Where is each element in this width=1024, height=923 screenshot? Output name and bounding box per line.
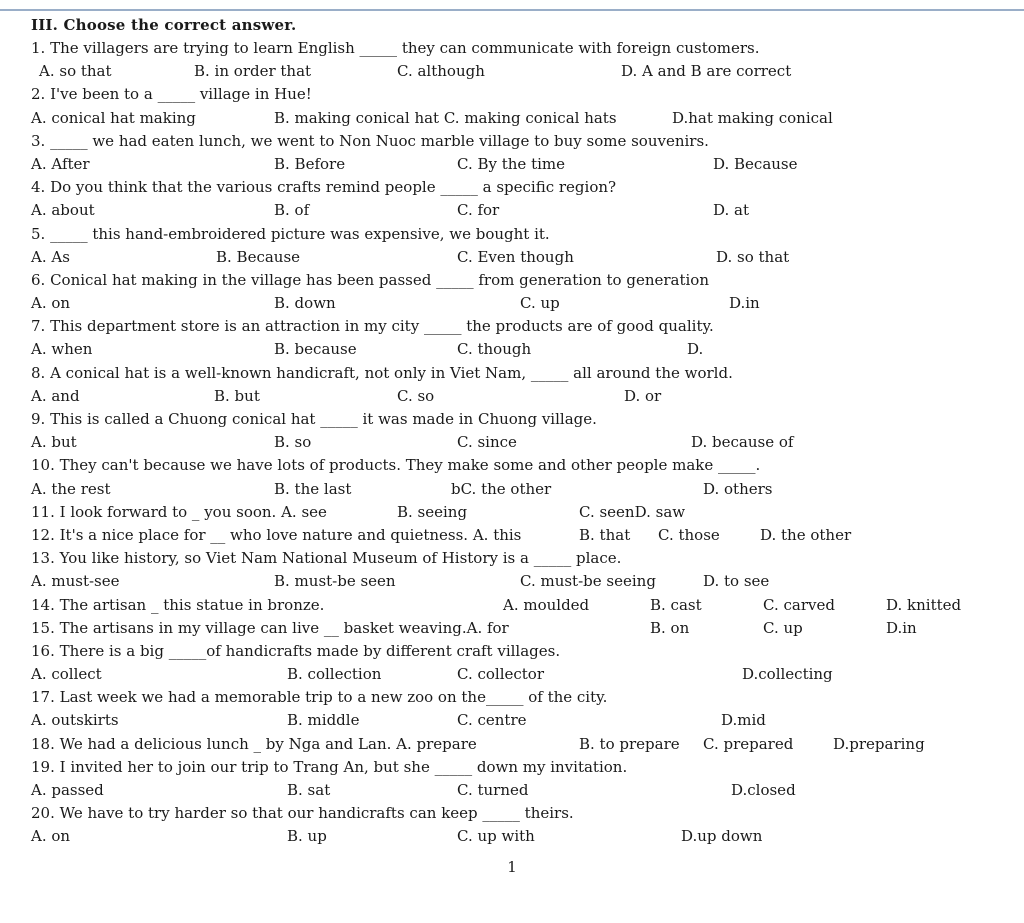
- question-line: [31, 362, 1001, 385]
- line-text: A. collect: [31, 665, 102, 684]
- answer-option: C. must-be seeing: [520, 572, 656, 591]
- question-line: [31, 594, 1001, 617]
- answer-option: D.hat making conical: [672, 108, 833, 127]
- question-list: [31, 37, 1001, 849]
- line-text: A. so that: [39, 62, 112, 81]
- answer-option: B. of: [274, 201, 310, 220]
- question-line: [31, 153, 1001, 176]
- answer-option: C. carved: [763, 595, 835, 614]
- question-line: [31, 547, 1001, 570]
- question-line: [31, 570, 1001, 593]
- line-text: A. and: [31, 386, 80, 405]
- answer-option: D. at: [713, 201, 749, 220]
- question-line: [31, 385, 1001, 408]
- answer-option: B. that: [579, 525, 631, 544]
- answer-option: B. Before: [274, 154, 346, 173]
- question-line: [31, 37, 1001, 60]
- answer-option: C. since: [457, 433, 517, 452]
- answer-option: B. cast: [650, 595, 702, 614]
- line-text: 10. They can't because we have lots of products. They make some and other people make _____.: [31, 456, 761, 475]
- question-line: [31, 83, 1001, 106]
- answer-option: D.: [687, 340, 704, 359]
- question-line: [31, 431, 1001, 454]
- line-text: A. on: [31, 294, 71, 313]
- answer-option: C. for: [457, 201, 500, 220]
- line-text: 16. There is a big _____of handicrafts made by different craft villages.: [31, 641, 561, 660]
- answer-option: D.in: [729, 294, 760, 313]
- question-line: [31, 802, 1001, 825]
- answer-option: B. so: [274, 433, 312, 452]
- line-text: A. the rest: [31, 479, 111, 498]
- question-line: [31, 199, 1001, 222]
- answer-option: B. down: [274, 294, 336, 313]
- answer-option: B. but: [214, 386, 260, 405]
- line-text: 14. The artisan _ this statue in bronze.: [31, 595, 325, 614]
- line-text: 18. We had a delicious lunch _ by Nga and Lan. A. prepare: [31, 734, 477, 753]
- question-line: [31, 663, 1001, 686]
- answer-option: B. to prepare: [579, 734, 680, 753]
- question-line: [31, 130, 1001, 153]
- line-text: 15. The artisans in my village can live __ basket weaving.A. for: [31, 618, 509, 637]
- question-line: [31, 269, 1001, 292]
- line-text: A. After: [31, 154, 90, 173]
- answer-option: C. up: [763, 618, 803, 637]
- answer-option: D.up down: [681, 827, 763, 846]
- question-line: [31, 478, 1001, 501]
- question-line: [31, 408, 1001, 431]
- line-text: 2. I've been to a _____ village in Hue!: [31, 85, 312, 104]
- document-page: [31, 14, 1001, 849]
- answer-option: C. seenD. saw: [579, 502, 686, 521]
- question-line: [31, 640, 1001, 663]
- answer-option: B. making conical hat C. making conical hats: [274, 108, 617, 127]
- answer-option: D. because of: [691, 433, 794, 452]
- line-text: 19. I invited her to join our trip to Trang An, but she _____ down my invitation.: [31, 757, 628, 776]
- question-line: [31, 501, 1001, 524]
- line-text: 13. You like history, so Viet Nam National Museum of History is a _____ place.: [31, 549, 622, 568]
- answer-option: D. the other: [760, 525, 852, 544]
- answer-option: D.collecting: [742, 665, 833, 684]
- answer-option: B. must-be seen: [274, 572, 396, 591]
- answer-option: B. sat: [287, 781, 331, 799]
- page-number: 1: [507, 858, 517, 876]
- question-line: [31, 733, 1001, 756]
- line-text: 4. Do you think that the various crafts remind people _____ a specific region?: [31, 178, 617, 197]
- answer-option: B. seeing: [397, 502, 468, 521]
- question-line: [31, 246, 1001, 269]
- answer-option: B. the last: [274, 479, 352, 498]
- answer-option: D. Because: [713, 154, 798, 173]
- question-line: [31, 825, 1001, 848]
- question-line: [31, 223, 1001, 246]
- answer-option: C. turned: [457, 781, 529, 799]
- answer-option: D. knitted: [886, 595, 962, 614]
- line-text: 17. Last week we had a memorable trip to a new zoo on the_____ of the city.: [31, 688, 608, 707]
- answer-option: D.mid: [721, 711, 766, 730]
- page-top-border: [0, 0, 1024, 11]
- answer-option: D.closed: [731, 781, 796, 799]
- answer-option: B. because: [274, 340, 357, 359]
- answer-option: D.preparing: [833, 734, 925, 753]
- answer-option: A. moulded: [503, 595, 590, 614]
- question-line: [31, 60, 1001, 83]
- line-text: 1. The villagers are trying to learn English _____ they can communicate with foreign customers.: [31, 39, 760, 57]
- line-text: 12. It's a nice place for __ who love nature and quietness. A. this: [31, 525, 522, 544]
- answer-option: C. collector: [457, 665, 545, 684]
- answer-option: D. A and B are correct: [621, 62, 792, 81]
- answer-option: B. in order that: [194, 62, 312, 81]
- question-line: [31, 292, 1001, 315]
- answer-option: B. up: [287, 827, 327, 846]
- question-line: [31, 779, 1001, 802]
- line-text: A. on: [31, 827, 71, 846]
- line-text: A. but: [31, 433, 77, 452]
- line-text: 5. _____ this hand-embroidered picture was expensive, we bought it.: [31, 224, 550, 243]
- line-text: 6. Conical hat making in the village has been passed _____ from generation to generation: [31, 270, 709, 289]
- line-text: A. when: [31, 340, 93, 359]
- question-line: [31, 107, 1001, 130]
- line-text: 20. We have to try harder so that our handicrafts can keep _____ theirs.: [31, 804, 574, 823]
- line-text: A. about: [31, 201, 95, 220]
- answer-option: C. Even though: [457, 247, 574, 266]
- answer-option: B. collection: [287, 665, 382, 684]
- answer-option: C. prepared: [703, 734, 794, 753]
- line-text: A. conical hat making: [31, 108, 196, 127]
- answer-option: C. those: [658, 525, 720, 544]
- answer-option: B. middle: [287, 711, 360, 730]
- answer-option: C. though: [457, 340, 532, 359]
- answer-option: C. up with: [457, 827, 535, 846]
- line-text: A. As: [31, 247, 70, 266]
- line-text: 8. A conical hat is a well-known handicraft, not only in Viet Nam, _____ all around the world.: [31, 363, 733, 382]
- line-text: A. must-see: [31, 572, 120, 591]
- answer-option: C. although: [397, 62, 485, 81]
- answer-option: D. or: [624, 386, 662, 405]
- answer-option: D. others: [703, 479, 773, 498]
- question-line: [31, 686, 1001, 709]
- question-line: [31, 176, 1001, 199]
- answer-option: B. Because: [216, 247, 301, 266]
- question-line: [31, 709, 1001, 732]
- line-text: A. outskirts: [31, 711, 119, 730]
- answer-option: C. up: [520, 294, 560, 313]
- line-text: 11. I look forward to _ you soon. A. see: [31, 502, 327, 521]
- question-line: [31, 524, 1001, 547]
- answer-option: C. By the time: [457, 154, 566, 173]
- answer-option: D. so that: [716, 247, 790, 266]
- answer-option: C. so: [397, 386, 435, 405]
- question-line: [31, 756, 1001, 779]
- question-line: [31, 338, 1001, 361]
- answer-option: D. to see: [703, 572, 770, 591]
- line-text: 9. This is called a Chuong conical hat _____ it was made in Chuong village.: [31, 410, 597, 428]
- answer-option: bC. the other: [451, 479, 552, 498]
- answer-option: D.in: [886, 618, 917, 637]
- question-line: [31, 454, 1001, 477]
- answer-option: C. centre: [457, 711, 527, 730]
- section-heading: III. Choose the correct answer.: [31, 16, 297, 34]
- question-line: [31, 617, 1001, 640]
- line-text: 3. _____ we had eaten lunch, we went to Non Nuoc marble village to buy some souvenirs.: [31, 131, 709, 150]
- line-text: A. passed: [31, 781, 104, 799]
- line-text: 7. This department store is an attraction in my city _____ the products are of good quality.: [31, 317, 714, 336]
- question-line: [31, 315, 1001, 338]
- answer-option: B. on: [650, 618, 690, 637]
